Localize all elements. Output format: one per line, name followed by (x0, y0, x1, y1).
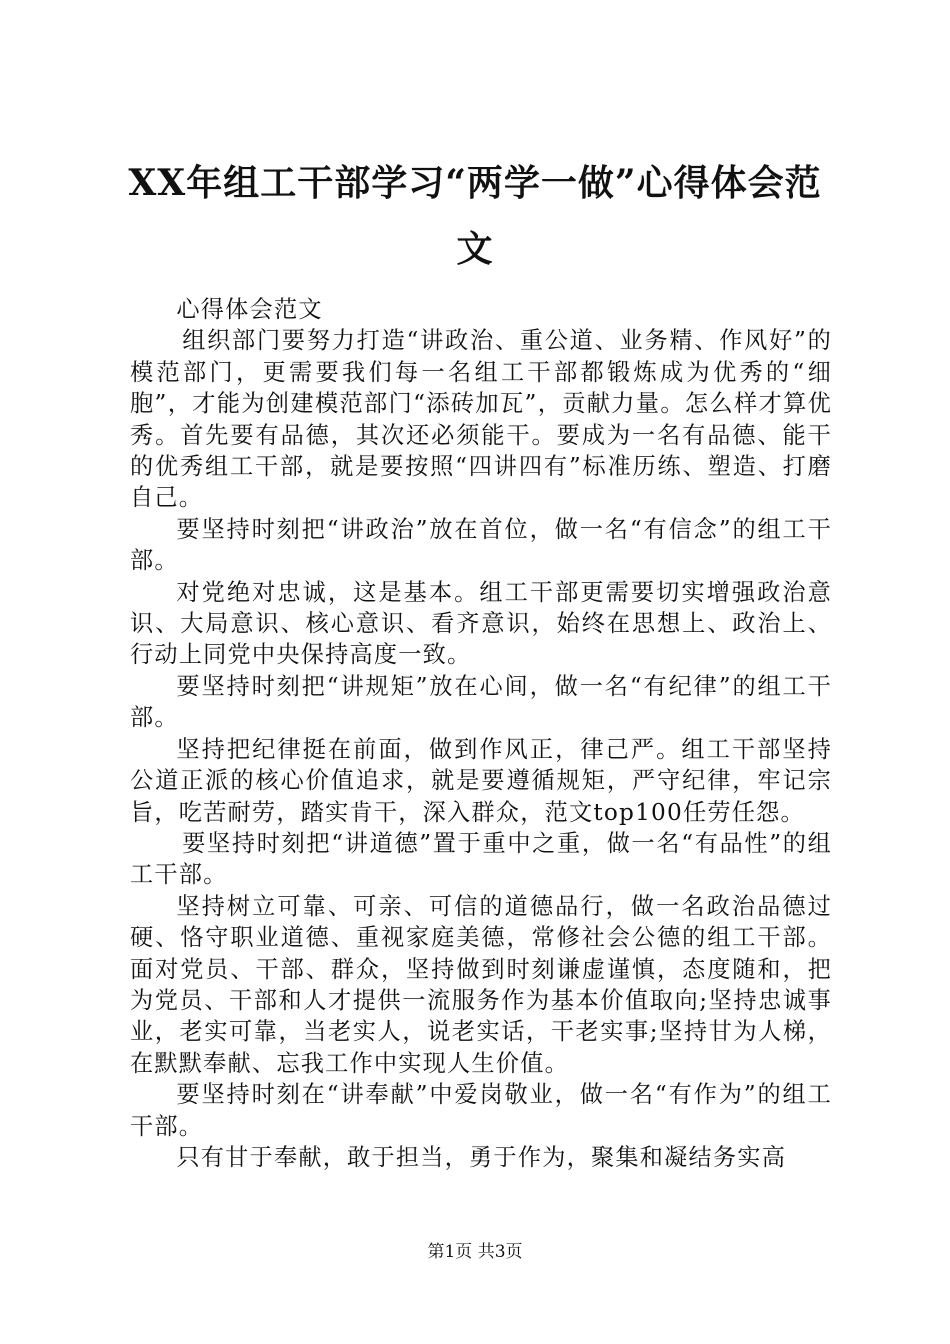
paragraph: 坚持把纪律挺在前面，做到作风正，律己严。组工干部坚持公道正派的核心价值追求，就是要遵循规矩，严守纪律，牢记宗旨，吃苦耐劳，踏实肯干，深入群众，范文top100任劳任怨。 (130, 735, 832, 826)
paragraph: 组织部门要努力打造“讲政治、重公道、业务精、作风好”的模范部门，更需要我们每一名组工干部都锻炼成为优秀的“细胞”，才能为创建模范部门“添砖加瓦”，贡献力量。怎么样才算优秀。首先要有品德，其次还必须能干。要成为一名有品德、能干的优秀组工干部，就是要按照“四讲四有”标准历练、塑造、打磨自己。 (130, 327, 832, 512)
document-body (130, 294, 832, 1173)
paragraph: 对党绝对忠诚，这是基本。组工干部更需要切实增强政治意识、大局意识、核心意识、看齐意识，始终在思想上、政治上、行动上同党中央保持高度一致。 (130, 578, 832, 669)
paragraph: 要坚持时刻把“讲政治”放在首位，做一名“有信念”的组工干部。 (130, 515, 832, 575)
paragraph: 坚持树立可靠、可亲、可信的道德品行，做一名政治品德过硬、恪守职业道德、重视家庭美德，常修社会公德的组工干部。面对党员、干部、群众，坚持做到时刻谦虚谨慎，态度随和，把为党员、干部和人才提供一流服务作为基本价值取向;坚持忠诚事业，老实可靠，当老实人，说老实话，干老实事;坚持甘为人梯，在默默奉献、忘我工作中实现人生价值。 (130, 892, 832, 1077)
paragraph: 要坚持时刻在“讲奉献”中爱岗敬业，做一名“有作为”的组工干部。 (130, 1081, 832, 1140)
paragraph-subtitle: 心得体会范文 (176, 296, 323, 323)
paragraph: 只有甘于奉献，敢于担当，勇于作为，聚集和凝结务实高 (176, 1143, 787, 1171)
document-title: XX年组工干部学习“两学一做”心得体会范文 (128, 162, 822, 270)
paragraph: 要坚持时刻把“讲规矩”放在心间，做一名“有纪律”的组工干部。 (130, 672, 832, 732)
paragraph: 要坚持时刻把“讲道德”置于重中之重，做一名“有品性”的组工干部。 (130, 829, 832, 889)
page-number-footer: 第1页 共3页 (427, 1242, 523, 1262)
